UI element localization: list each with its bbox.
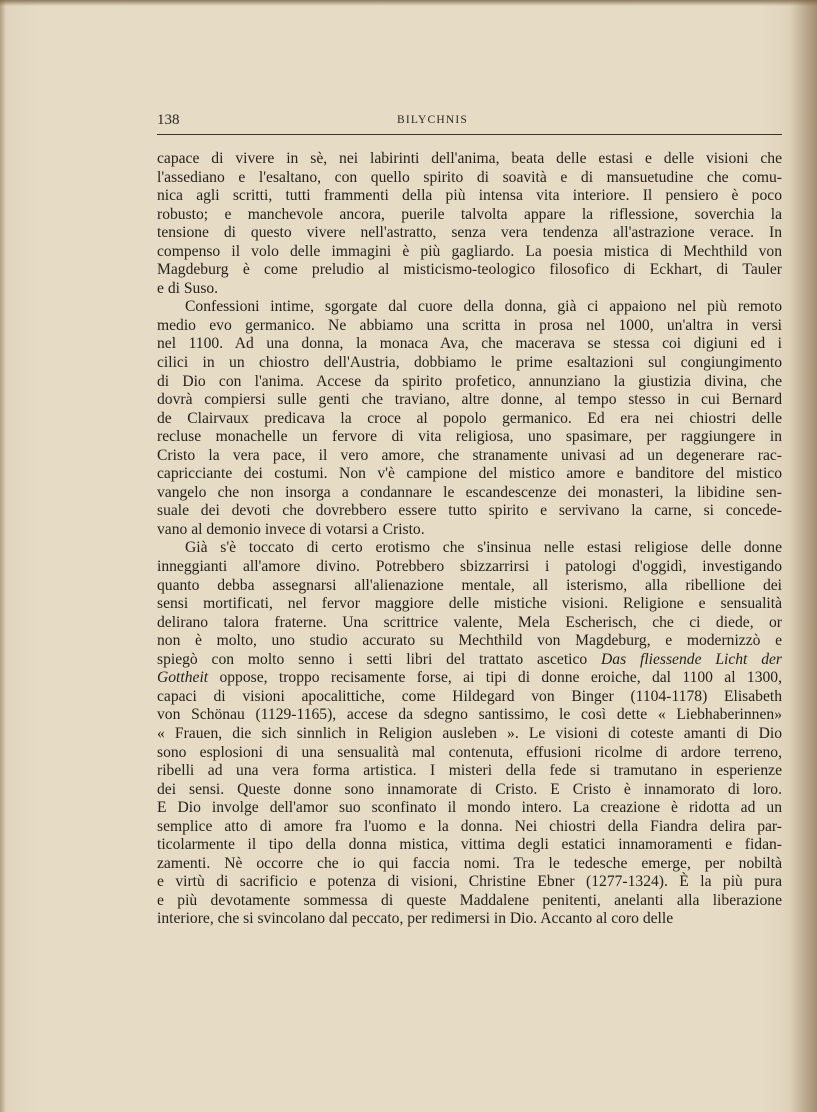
running-head (157, 112, 782, 132)
text-line: Magdeburg è come preludio al misticismo-teologico filosofico di Eckhart, di Tauler (157, 261, 782, 279)
text-line: zamenti. Nè occorre che io qui faccia nomi. Tra le tedesche emerge, per nobiltà (157, 854, 782, 872)
text-line: von Schönau (1129-1165), accese da sdegno santissimo, le così dette « Liebhaberinnen» (157, 706, 782, 724)
text-line: non è molto, uno studio accurato su Mechthild von Magdeburg, e modernizzò e (157, 632, 782, 650)
text-line: Cristo la vera pace, il vero amore, che stranamente univasi ad un degenerare rac- (157, 446, 782, 464)
paragraph (157, 298, 782, 539)
text-line: spiegò con molto senno i setti libri del trattato ascetico Das fliessende Licht der (157, 650, 783, 668)
text-line: robusto; e manchevole ancora, puerile talvolta appare la riflessione, soverchia la (157, 205, 782, 223)
text-line: « Frauen, die sich sinnlich in Religion ausleben ». Le visioni di coteste amanti di Dio (157, 724, 782, 742)
text-line: sensi mortificati, nel fervor maggiore delle mistiche visioni. Religione e sensualità (157, 595, 782, 613)
text-line: Confessioni intime, sgorgate dal cuore della donna, già ci appaiono nel più remoto (185, 298, 782, 316)
text-line: e virtù di sacrificio e potenza di visioni, Christine Ebner (1277-1324). È la più pura (157, 873, 782, 891)
text-line: nel 1100. Ad una donna, la monaca Ava, che macerava se stessa coi digiuni ed i (157, 335, 782, 353)
text-line: Gottheit oppose, troppo recisamente forse, ai tipi di donne eroiche, dal 1100 al 1300, (157, 669, 782, 687)
paragraph (157, 539, 782, 928)
italic-title: Gottheit (157, 669, 209, 687)
page-left-edge (0, 0, 6, 1112)
text-line: quanto debba assegnarsi all'alienazione mentale, all isterismo, alla ribellione dei (157, 576, 782, 594)
text-line: compenso il volo delle immagini è più gagliardo. La poesia mistica di Mechthild von (157, 242, 782, 260)
text-line: e più devotamente sommessa di queste Maddalene penitenti, anelanti alla liberazione (157, 891, 782, 909)
text-line: delirano talora fraterne. Una scrittrice valente, Mela Escherisch, che ci diede, or (157, 613, 782, 631)
text-line: vangelo che non insorga a condannare le escandescenze dei monasteri, la libidine sen- (157, 483, 782, 501)
header-rule (157, 134, 782, 135)
text-line: E Dio involge dell'amor suo sconfinato il mondo intero. La creazione è ridotta ad un (157, 799, 782, 817)
text-line: ticolarmente il tipo della donna mistica, vittima degli estatici innamoramenti e fidan- (157, 836, 782, 854)
text-line: inneggianti all'amore divino. Potrebbero sbizzarrirsi i patologi d'oggidì, investigando (157, 558, 782, 576)
text-line: semplice atto di amore fra l'uomo e la donna. Nei chiostri della Fiandra delira par- (157, 817, 782, 835)
text-line: vano al demonio invece di votarsi a Cristo. (157, 520, 425, 538)
text-line: dei sensi. Queste donne sono innamorate di Cristo. E Cristo è innamorato di loro. (157, 780, 782, 798)
text-line: di Dio con l'anima. Accese da spirito profetico, annunziano la giustizia divina, che (157, 372, 782, 390)
text-line: suale dei devoti che dovrebbero essere tutto spirito e servivano la carne, si concede- (157, 502, 782, 520)
text-line: capace di vivere in sè, nei labirinti dell'anima, beata delle estasi e delle visioni che (157, 150, 782, 167)
text-line: capaci di visioni apocalittiche, come Hildegard von Binger (1104-1178) Elisabeth (157, 687, 782, 705)
page-number: 138 (157, 112, 180, 128)
text-line: tensione di questo vivere nell'astratto, senza vera tendenza all'astrazione verace. In (157, 224, 782, 242)
text-line: de Clairvaux predicava la croce al popolo germanico. Ed era nei chiostri delle (157, 409, 782, 427)
text-line: recluse monachelle un fervore di vita religiosa, uno spasimare, per raggiungere in (157, 428, 782, 446)
body-text (157, 150, 782, 929)
text-line: sono esplosioni di una sensualità mal contenuta, effusioni ricolme di ardore terreno, (157, 743, 782, 761)
page-top-edge (0, 0, 817, 6)
journal-title: BILYCHNIS (397, 114, 468, 126)
text-line: medio evo germanico. Ne abbiamo una scritta in prosa nel 1000, un'altra in versi (157, 316, 782, 334)
text-line: dovrà compiersi sulle genti che traviano, altre donne, al tempo stesso in cui Bernard (157, 391, 782, 409)
italic-title: Das fliessende Licht der (601, 650, 783, 668)
text-line: capricciante dei costumi. Non v'è campione del mistico amore e banditore del mistico (157, 465, 782, 483)
page-right-edge (790, 0, 817, 1112)
text-line: cilici in un chiostro dell'Austria, dobbiamo le prime esaltazioni sul congiungimento (157, 354, 782, 372)
text-line: l'assediano e l'esaltano, con quello spirito di soavità e di mansuetudine che comu- (157, 168, 782, 186)
paragraph (157, 150, 782, 298)
text-line: e di Suso. (157, 279, 219, 297)
text-line: ribelli ad una vera forma artistica. I misteri della fede si tramutano in esperienze (157, 762, 782, 780)
text-line: Già s'è toccato di certo erotismo che s'insinua nelle estasi religiose delle donne (185, 539, 782, 557)
text-line: nica agli scritti, tutti frammenti della più intensa vita interiore. Il pensiero è poco (157, 187, 782, 205)
text-line: interiore, che si svincolano dal peccato, per redimersi in Dio. Accanto al coro delle (157, 910, 674, 928)
